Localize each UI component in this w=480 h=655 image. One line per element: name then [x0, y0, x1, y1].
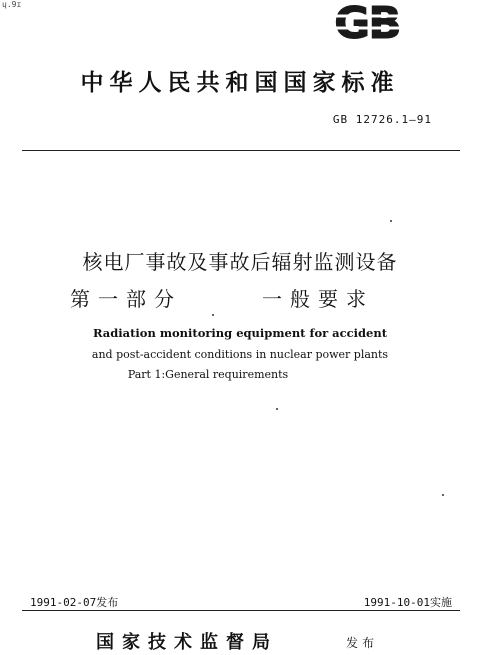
top-divider	[22, 150, 460, 151]
issue-date: 1991-02-07发布	[30, 596, 119, 609]
standard-title: 中华人民共和国国家标准	[80, 69, 400, 96]
implement-date: 1991-10-01实施	[363, 596, 452, 609]
scan-speck	[276, 408, 278, 410]
scan-speck	[390, 220, 392, 222]
title-en-line2: and post-accident conditions in nuclear power plants	[91, 348, 389, 361]
issuer: 国家技术监督局	[96, 632, 278, 653]
scan-speck	[442, 494, 444, 496]
standard-number: GB 12726.1—91	[332, 113, 432, 126]
title-cn-line1: 核电厂事故及事故后辐射监测设备	[82, 250, 398, 274]
gb-logo-text: GB	[334, 0, 400, 46]
gb-logo	[318, 0, 416, 46]
issue-label: 发布	[346, 636, 379, 650]
title-en-line1: Radiation monitoring equipment for accident	[92, 326, 388, 340]
title-cn-part-name: 一般要求	[262, 287, 374, 311]
bottom-divider	[22, 610, 460, 611]
scan-speck	[212, 314, 214, 316]
title-en-line3: Part 1:General requirements	[127, 368, 289, 381]
title-cn-part: 第一部分	[70, 287, 182, 311]
corner-mark: ɥ.9ɪ	[2, 0, 22, 9]
